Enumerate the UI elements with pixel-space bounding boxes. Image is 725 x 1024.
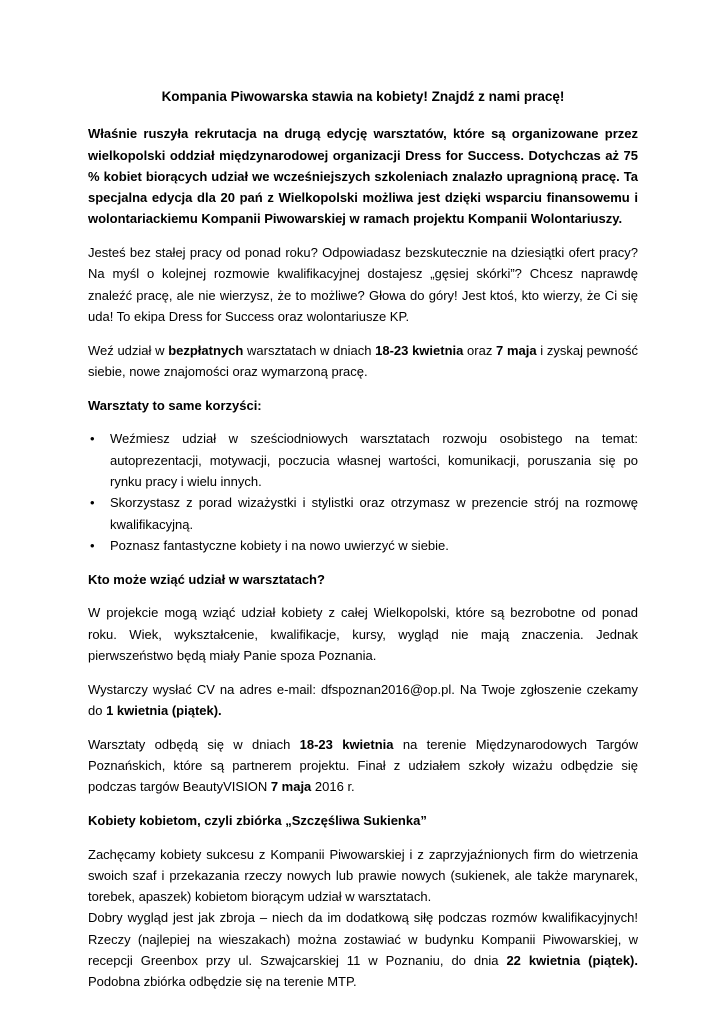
venue-final-date: 7 maja [270,779,312,795]
collection-text-1: Dobry wygląd jest jak zbroja – niech da im dodatkową siłę podczas rozmów kwalifikacyjnych! Rzeczy (najlepiej na wieszakach) można zostawiać w budynku Kompanii Piwowarskiej, w recepcji Greenbox przy ul. Szwajcarskiej 11 w Poznaniu, do dnia [88,910,638,968]
apply-text-2: . Na Twoje zgłoszenie czekamy do [88,681,638,718]
intro-paragraph: Jesteś bez stałej pracy od ponad roku? Odpowiadasz bezskutecznie na dziesiątki ofert pracy? Na myśl o kolejnej rozmowie kwalifikacyjnej dostajesz „gęsiej skórki”? Chcesz naprawdę znaleźć pracę, ale nie wierzysz, że to możliwe? Głowa do góry! Jest ktoś, kto wierzy, że Ci się uda! To ekipa Dress for Success oraz wolontariusze KP. [88,245,638,325]
collection-deadline: 22 kwietnia (piątek). [506,953,638,968]
venue-text-1: Warsztaty odbędą się w dniach [88,736,300,752]
venue-paragraph [88,734,638,798]
collection-heading: Kobiety kobietom, czyli zbiórka „Szczęśliwa Sukienka” [88,812,427,828]
benefit-item [88,535,638,556]
venue-text-2: na terenie Międzynarodowych Targów Poznańskich, które są partnerem projektu. Finał z udziałem szkoły wizażu odbędzie się podczas targów BeautyVISION [88,736,638,795]
eligibility-paragraph: W projekcie mogą wziąć udział kobiety z całej Wielkopolski, które są bezrobotne od ponad roku. Wiek, wykształcenie, kwalifikacje, kursy, wygląd nie mają znaczenia. Jednak pierwszeństwo będą miały Panie spoza Poznania. [88,605,638,663]
email-address: dfspoznan2016@op.pl [320,681,452,697]
collection-text-2: Podobna zbiórka odbędzie się na terenie MTP. [88,974,357,990]
invite-dates: 18-23 kwietnia [375,342,464,358]
apply-paragraph [88,679,638,722]
apply-deadline: 1 kwietnia (piątek). [106,702,222,718]
venue-text-3: 2016 r. [311,779,355,795]
invite-text-2: warsztatach w dniach [243,342,376,358]
collection-paragraph-1: Zachęcamy kobiety sukcesu z Kompanii Piwowarskiej i z zaprzyjaźnionych firm do wietrzenia swoich szaf i przekazania rzeczy nowych lub prawie nowych (sukienek, ale także marynarek, torebek, apaszek) kobietom biorącym udział w warsztatach. [88,846,638,905]
bullet-icon: • [90,537,95,553]
document-page [88,86,638,1005]
venue-dates: 18-23 kwietnia [299,736,394,752]
collection-paragraph-2 [88,907,638,992]
benefits-heading: Warsztaty to same korzyści: [88,397,262,413]
benefit-item [88,492,638,535]
benefit-text: Weźmiesz udział w sześciodniowych warsztatach rozwoju osobistego na temat: autoprezentacji, motywacji, poczucia własnej wartości, komunikacji, poruszania się po rynku pracy i wielu innych. [110,431,638,490]
benefits-list [88,428,638,556]
bullet-icon: • [90,495,95,511]
eligibility-heading: Kto może wziąć udział w warsztatach? [88,571,325,587]
invite-paragraph [88,340,638,383]
apply-text-1: Wystarczy wysłać CV na adres e-mail: [88,681,321,697]
benefit-item [88,428,638,492]
lead-paragraph: Właśnie ruszyła rekrutacja na drugą edycję warsztatów, które są organizowane przez wielkopolski oddział międzynarodowej organizacji Dress for Success. Dotychczas aż 75 % kobiet biorących udział we wcześniejszych szkoleniach znalazło upragnioną pracę. Ta specjalna edycja dla 20 pań z Wielkopolski możliwa jest dzięki wsparciu finansowemu i wolontariackiemu Kompanii Piwowarskiej w ramach projektu Kompanii Wolontariuszy. [88,126,638,227]
bullet-icon: • [90,431,95,447]
invite-text-3: oraz [463,342,497,358]
benefit-text: Skorzystasz z porad wizażystki i stylistki oraz otrzymasz w prezencie strój na rozmowę kwalifikacyjną. [110,495,638,532]
invite-text-1: Weź udział w [88,342,169,358]
benefit-text: Poznasz fantastyczne kobiety i na nowo uwierzyć w siebie. [110,537,449,553]
invite-final-date: 7 maja [496,342,537,358]
document-title: Kompania Piwowarska stawia na kobiety! Znajdź z nami pracę! [161,89,565,104]
invite-text-4: i zyskaj pewność siebie, nowe znajomości oraz wymarzoną pracę. [88,342,638,380]
invite-free: bezpłatnych [168,342,244,358]
